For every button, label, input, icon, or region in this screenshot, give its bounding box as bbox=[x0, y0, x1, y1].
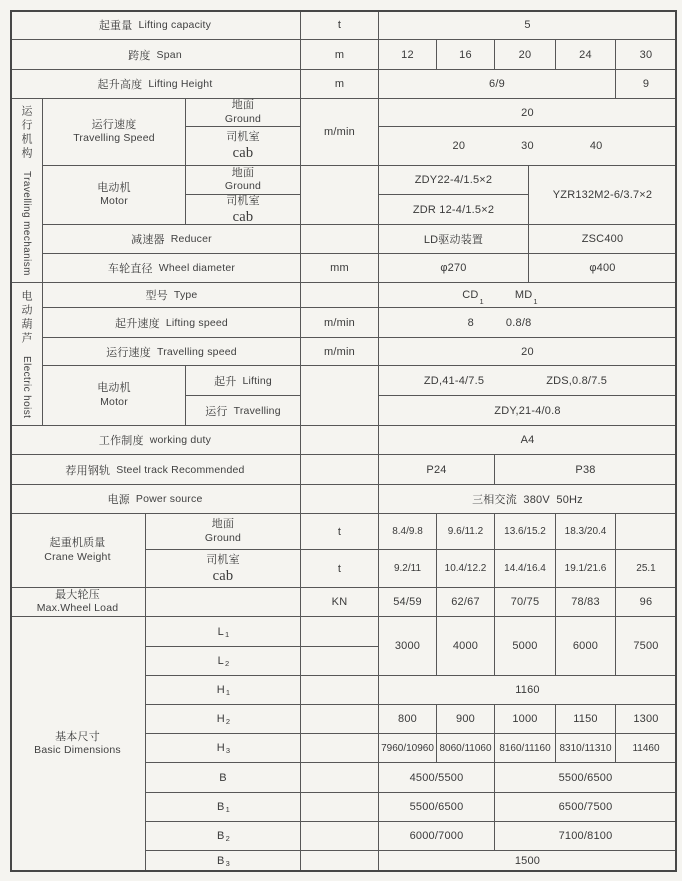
dimension-b1-label: B $_1$ bbox=[146, 793, 301, 822]
electric-hoist-label-zh: 电动葫芦 bbox=[20, 289, 32, 346]
dimension-b2-left-value: 6000/7000 bbox=[379, 822, 495, 851]
span-value: 12 bbox=[379, 40, 437, 70]
cab-label-en: cab bbox=[232, 145, 254, 162]
hoist-lifting-speed-label-en: Lifting speed bbox=[165, 316, 228, 329]
hoist-motor-lifting-values bbox=[379, 366, 677, 396]
row-span bbox=[10, 40, 677, 70]
row-hoist-travelling-speed bbox=[43, 338, 677, 366]
reducer-left-value: LD驱动装置 bbox=[379, 225, 529, 254]
lifting-capacity-label-en: Lifting capacity bbox=[138, 18, 212, 31]
ground-label-en: Ground bbox=[224, 180, 262, 193]
lifting-height-value-last: 9 bbox=[616, 70, 677, 99]
hoist-travelling-speed-label-en: Travelling speed bbox=[156, 345, 237, 358]
wheel-diameter-left-value: φ270 bbox=[379, 254, 529, 283]
motor-ground-value: ZDY22-4/1.5×2 bbox=[379, 166, 529, 195]
hoist-motor-group bbox=[43, 366, 677, 426]
working-duty-label-zh: 工作制度 bbox=[98, 435, 144, 447]
basic-dimensions-label bbox=[10, 617, 146, 872]
reducer-unit-empty bbox=[301, 225, 379, 254]
max-wheel-load-label bbox=[10, 588, 146, 617]
dimension-b3-row bbox=[146, 851, 677, 872]
dimension-h1-value: 1160 bbox=[379, 676, 677, 705]
basic-dimensions-label-zh: 基本尺寸 bbox=[55, 730, 100, 743]
dimension-h3-value: 7960/10960 bbox=[379, 734, 437, 763]
dimension-h1-unit-empty bbox=[301, 676, 379, 705]
steel-track-left-value: P24 bbox=[379, 455, 495, 485]
crane-weight-cab-value: 19.1/21.6 bbox=[556, 550, 616, 588]
travelling-motor-sublabels bbox=[186, 166, 301, 225]
dimension-l2-base: L bbox=[217, 655, 224, 667]
max-wheel-load-label-en: Max.Wheel Load bbox=[36, 602, 119, 615]
lifting-capacity-label-zh: 起重量 bbox=[98, 19, 133, 32]
hoist-travelling-speed-label-zh: 运行速度 bbox=[106, 346, 151, 359]
crane-weight-label bbox=[10, 514, 146, 588]
dimension-h2-value: 1150 bbox=[556, 705, 616, 734]
motor-right-value: YZR132M2-6/3.7×2 bbox=[529, 166, 677, 225]
hoist-lifting-speed-label-zh: 起升速度 bbox=[115, 317, 160, 330]
electric-hoist-vertical-text bbox=[18, 290, 34, 419]
reducer-label-zh: 减速器 bbox=[131, 234, 165, 246]
hoist-motor-label-en: Motor bbox=[100, 395, 128, 408]
cab-label-en: cab bbox=[232, 208, 254, 225]
span-unit: m bbox=[301, 40, 379, 70]
dimension-b-right-value: 5500/6500 bbox=[495, 763, 677, 793]
travelling-speed-cab-label bbox=[186, 127, 301, 166]
span-label-zh: 跨度 bbox=[128, 49, 151, 62]
dimension-h2-unit-empty bbox=[301, 705, 379, 734]
dimension-h1-row bbox=[146, 676, 677, 705]
crane-weight-cab-row bbox=[146, 550, 677, 588]
hoist-motor-lifting-value-1: ZD,41-4/7.5 bbox=[423, 374, 485, 387]
dimension-l-value: 7500 bbox=[616, 617, 677, 676]
travelling-motor-left-values bbox=[379, 166, 529, 225]
lifting-capacity-unit: t bbox=[301, 10, 379, 40]
hoist-motor-lifting-label bbox=[186, 366, 301, 396]
dimension-b-unit-empty bbox=[301, 763, 379, 793]
dimension-h3-value: 11460 bbox=[616, 734, 677, 763]
dimension-b1-left-value: 5500/6500 bbox=[379, 793, 495, 822]
hoist-motor-values bbox=[379, 366, 677, 426]
dimension-h2-row bbox=[146, 705, 677, 734]
basic-dimensions-body bbox=[146, 617, 677, 872]
power-source-unit-empty bbox=[301, 485, 379, 514]
row-reducer bbox=[43, 225, 677, 254]
dimension-l1-unit-empty bbox=[301, 617, 379, 647]
hoist-motor-label bbox=[43, 366, 186, 426]
row-power-source bbox=[10, 485, 677, 514]
dimension-l2-label: L $_2$ bbox=[146, 647, 301, 676]
crane-weight-ground-value: 18.3/20.4 bbox=[556, 514, 616, 550]
dimension-b2-row bbox=[146, 822, 677, 851]
wheel-diameter-label bbox=[43, 254, 301, 283]
max-wheel-load-value: 96 bbox=[616, 588, 677, 617]
travelling-mechanism-body bbox=[43, 99, 677, 283]
travelling-mechanism-vertical-text bbox=[18, 105, 34, 276]
working-duty-value: A4 bbox=[379, 426, 677, 455]
hoist-motor-travelling-value: ZDY,21-4/0.8 bbox=[379, 396, 677, 426]
steel-track-label-zh: 荐用钢轨 bbox=[65, 464, 111, 477]
dimension-b1-base: B bbox=[217, 801, 225, 813]
dimension-h2-value: 1000 bbox=[495, 705, 556, 734]
row-max-wheel-load bbox=[10, 588, 677, 617]
crane-weight-cab-value: 10.4/12.2 bbox=[437, 550, 495, 588]
wheel-diameter-label-zh: 车轮直径 bbox=[107, 263, 153, 275]
hoist-lifting-speed-unit: m/min bbox=[301, 308, 379, 338]
hoist-motor-sublabels bbox=[186, 366, 301, 426]
hoist-lifting-speed-value-2: 0.8/8 bbox=[505, 316, 532, 329]
hoist-motor-lifting-value-2: ZDS,0.8/7.5 bbox=[546, 374, 608, 387]
crane-weight-ground-value-empty bbox=[616, 514, 677, 550]
dimension-b3-value: 1500 bbox=[379, 851, 677, 872]
ground-label-zh: 地面 bbox=[211, 518, 235, 531]
basic-dimensions-label-en: Basic Dimensions bbox=[34, 744, 121, 757]
dimension-h3-unit-empty bbox=[301, 734, 379, 763]
max-wheel-load-value: 70/75 bbox=[495, 588, 556, 617]
dimension-h2-label: H $_2$ bbox=[146, 705, 301, 734]
dimension-b3-base: B bbox=[217, 855, 225, 867]
wheel-diameter-unit: mm bbox=[301, 254, 379, 283]
cab-label-zh: 司机室 bbox=[226, 131, 260, 144]
dimension-l2-unit-empty bbox=[301, 647, 379, 676]
dimension-h1-base: H bbox=[216, 684, 225, 696]
lifting-height-label bbox=[10, 70, 301, 99]
crane-weight-label-zh: 起重机质量 bbox=[49, 537, 106, 550]
dimension-b2-unit-empty bbox=[301, 822, 379, 851]
travelling-motor-label bbox=[43, 166, 186, 225]
steel-track-label-en: Steel track Recommended bbox=[116, 463, 245, 476]
hoist-motor-travelling-label bbox=[186, 396, 301, 426]
steel-track-unit-empty bbox=[301, 455, 379, 485]
lifting-height-unit: m bbox=[301, 70, 379, 99]
dimension-h2-base: H bbox=[216, 713, 225, 725]
dimension-l1-base: L bbox=[217, 625, 224, 638]
span-value: 30 bbox=[616, 40, 677, 70]
reducer-right-value: ZSC400 bbox=[529, 225, 677, 254]
ground-label-en: Ground bbox=[224, 112, 262, 125]
lifting-capacity-label bbox=[10, 10, 301, 40]
travelling-motor-unit-empty bbox=[301, 166, 379, 225]
dimension-h3-value: 8060/11060 bbox=[437, 734, 495, 763]
hoist-type-label bbox=[43, 283, 301, 308]
steel-track-right-value: P38 bbox=[495, 455, 677, 485]
hoist-motor-unit-empty bbox=[301, 366, 379, 426]
dimension-h3-value: 8160/11160 bbox=[495, 734, 556, 763]
ground-label-zh: 地面 bbox=[231, 166, 255, 179]
cab-label-zh: 司机室 bbox=[206, 553, 240, 566]
max-wheel-load-value: 78/83 bbox=[556, 588, 616, 617]
dimension-b2-base: B bbox=[217, 830, 225, 842]
cab-label-en: cab bbox=[212, 567, 234, 584]
ground-label-en: Ground bbox=[204, 531, 242, 544]
travelling-speed-label-en: Travelling Speed bbox=[73, 132, 155, 145]
travelling-speed-values bbox=[379, 99, 677, 166]
dimension-h1-label: H $_1$ bbox=[146, 676, 301, 705]
row-steel-track bbox=[10, 455, 677, 485]
hoist-type-value-1-sub: 1 bbox=[479, 297, 484, 307]
dimension-b2-label: B $_2$ bbox=[146, 822, 301, 851]
travelling-motor-values bbox=[379, 166, 677, 225]
lifting-height-label-en: Lifting Height bbox=[148, 78, 213, 90]
hoist-type-label-zh: 型号 bbox=[145, 290, 168, 302]
dimension-l-value: 4000 bbox=[437, 617, 495, 676]
hoist-type-values bbox=[379, 283, 677, 308]
travelling-speed-cab-values bbox=[379, 127, 677, 166]
row-hoist-type bbox=[43, 283, 677, 308]
span-label-en: Span bbox=[156, 48, 182, 61]
dimension-b1-unit-empty bbox=[301, 793, 379, 822]
lifting-capacity-value: 5 bbox=[379, 10, 677, 40]
crane-spec-table bbox=[10, 10, 677, 872]
power-source-label-zh: 电源 bbox=[107, 494, 130, 506]
travelling-mechanism-label-zh: 运行机构 bbox=[20, 104, 32, 161]
dimension-l-labels bbox=[146, 617, 379, 676]
cab-speed-value: 20 bbox=[452, 140, 466, 152]
crane-weight-cab-unit: t bbox=[301, 550, 379, 588]
dimension-l-group bbox=[146, 617, 677, 676]
cab-label-zh: 司机室 bbox=[226, 195, 260, 207]
dimension-b2-right-value: 7100/8100 bbox=[495, 822, 677, 851]
dimension-h3-label: H $_3$ bbox=[146, 734, 301, 763]
motor-ground-label bbox=[186, 166, 301, 195]
lifting-height-value-main: 6/9 bbox=[379, 70, 616, 99]
dimension-h2-value: 1300 bbox=[616, 705, 677, 734]
crane-weight-ground-value: 8.4/9.8 bbox=[379, 514, 437, 550]
travelling-speed-label-zh: 运行速度 bbox=[91, 118, 137, 131]
crane-weight-body bbox=[146, 514, 677, 588]
dimension-l1-label: L $_1$ bbox=[146, 617, 301, 647]
crane-weight-ground-value: 13.6/15.2 bbox=[495, 514, 556, 550]
hoist-type-value-2 bbox=[514, 289, 538, 307]
hoist-type-label-en: Type bbox=[173, 289, 198, 301]
max-wheel-load-value: 54/59 bbox=[379, 588, 437, 617]
hoist-motor-travelling-label-zh: 运行 bbox=[205, 405, 228, 418]
travelling-mechanism-section-label bbox=[10, 99, 43, 283]
power-source-label bbox=[10, 485, 301, 514]
wheel-diameter-label-en: Wheel diameter bbox=[158, 262, 236, 274]
dimension-l-value: 3000 bbox=[379, 617, 437, 676]
crane-weight-cab-value: 14.4/16.4 bbox=[495, 550, 556, 588]
span-label bbox=[10, 40, 301, 70]
section-crane-weight bbox=[10, 514, 677, 588]
dimension-h3-value: 8310/11310 bbox=[556, 734, 616, 763]
hoist-type-value-1-base: CD bbox=[462, 289, 479, 301]
dimension-l-value: 5000 bbox=[495, 617, 556, 676]
working-duty-label bbox=[10, 426, 301, 455]
working-duty-label-en: working duty bbox=[149, 434, 212, 446]
electric-hoist-section-label bbox=[10, 283, 43, 426]
row-wheel-diameter bbox=[43, 254, 677, 283]
dimension-h3-base: H bbox=[216, 742, 225, 754]
span-value: 24 bbox=[556, 40, 616, 70]
section-electric-hoist bbox=[10, 283, 677, 426]
travelling-motor-group bbox=[43, 166, 677, 225]
reducer-label-en: Reducer bbox=[170, 233, 212, 245]
hoist-travelling-speed-value: 20 bbox=[379, 338, 677, 366]
electric-hoist-label-en: Electric hoist bbox=[21, 355, 32, 419]
dimension-b-row bbox=[146, 763, 677, 793]
dimension-l-value: 6000 bbox=[556, 617, 616, 676]
crane-weight-label-en: Crane Weight bbox=[44, 550, 111, 563]
dimension-b1-row bbox=[146, 793, 677, 822]
motor-cab-value: ZDR 12-4/1.5×2 bbox=[379, 195, 529, 225]
hoist-motor-lifting-label-en: Lifting bbox=[242, 374, 272, 387]
travelling-speed-unit: m/min bbox=[301, 99, 379, 166]
dimension-h3-row bbox=[146, 734, 677, 763]
dimension-l2-row bbox=[146, 647, 379, 676]
dimension-b-left-value: 4500/5500 bbox=[379, 763, 495, 793]
section-basic-dimensions bbox=[10, 617, 677, 872]
crane-weight-cab-value: 9.2/11 bbox=[379, 550, 437, 588]
travelling-speed-group bbox=[43, 99, 677, 166]
travelling-speed-ground-label bbox=[186, 99, 301, 127]
hoist-type-value-2-base: MD bbox=[514, 289, 533, 301]
crane-weight-ground-row bbox=[146, 514, 677, 550]
dimension-b1-right-value: 6500/7500 bbox=[495, 793, 677, 822]
crane-weight-ground-value: 9.6/11.2 bbox=[437, 514, 495, 550]
dimension-h2-value: 900 bbox=[437, 705, 495, 734]
steel-track-label bbox=[10, 455, 301, 485]
crane-weight-cab-value: 25.1 bbox=[616, 550, 677, 588]
crane-weight-ground-unit: t bbox=[301, 514, 379, 550]
dimension-b3-unit-empty bbox=[301, 851, 379, 872]
cab-speed-value: 40 bbox=[589, 140, 603, 152]
hoist-lifting-speed-values bbox=[379, 308, 677, 338]
span-value: 20 bbox=[495, 40, 556, 70]
hoist-type-value-2-sub: 1 bbox=[533, 297, 538, 307]
crane-weight-cab-label bbox=[146, 550, 301, 588]
dimension-h2-value: 800 bbox=[379, 705, 437, 734]
lifting-height-label-zh: 起升高度 bbox=[97, 79, 143, 91]
ground-label-zh: 地面 bbox=[231, 99, 255, 112]
travelling-mechanism-label-en: Travelling mechanism bbox=[21, 171, 32, 277]
power-source-label-en: Power source bbox=[135, 493, 203, 505]
dimension-b3-label: B $_3$ bbox=[146, 851, 301, 872]
row-working-duty bbox=[10, 426, 677, 455]
span-value: 16 bbox=[437, 40, 495, 70]
motor-label-zh: 电动机 bbox=[97, 181, 131, 194]
electric-hoist-body bbox=[43, 283, 677, 426]
max-wheel-load-value: 62/67 bbox=[437, 588, 495, 617]
hoist-motor-label-zh: 电动机 bbox=[97, 382, 131, 395]
max-wheel-load-label-zh: 最大轮压 bbox=[55, 588, 100, 601]
wheel-diameter-right-value: φ400 bbox=[529, 254, 677, 283]
hoist-travelling-speed-unit: m/min bbox=[301, 338, 379, 366]
dimension-l1-row bbox=[146, 617, 379, 647]
working-duty-unit-empty bbox=[301, 426, 379, 455]
row-lifting-height bbox=[10, 70, 677, 99]
hoist-travelling-speed-label bbox=[43, 338, 301, 366]
travelling-speed-ground-value: 20 bbox=[379, 99, 677, 127]
dimension-b-label: B bbox=[146, 763, 301, 793]
max-wheel-load-unit: KN bbox=[301, 588, 379, 617]
hoist-motor-travelling-label-en: Travelling bbox=[233, 404, 281, 417]
crane-weight-ground-label bbox=[146, 514, 301, 550]
hoist-motor-lifting-label-zh: 起升 bbox=[214, 375, 237, 388]
travelling-speed-label bbox=[43, 99, 186, 166]
row-hoist-lifting-speed bbox=[43, 308, 677, 338]
reducer-label bbox=[43, 225, 301, 254]
cab-speed-value: 30 bbox=[521, 140, 534, 152]
max-wheel-load-sublabel-empty bbox=[146, 588, 301, 617]
power-source-value: 三相交流 380V 50Hz bbox=[379, 485, 677, 514]
hoist-type-unit-empty bbox=[301, 283, 379, 308]
hoist-lifting-speed-value-1: 8 bbox=[467, 316, 474, 329]
hoist-lifting-speed-label bbox=[43, 308, 301, 338]
motor-cab-label bbox=[186, 195, 301, 225]
hoist-type-value-1 bbox=[462, 289, 484, 307]
row-lifting-capacity bbox=[10, 10, 677, 40]
motor-label-en: Motor bbox=[100, 195, 128, 208]
travelling-speed-sublabels bbox=[186, 99, 301, 166]
section-travelling-mechanism bbox=[10, 99, 677, 283]
